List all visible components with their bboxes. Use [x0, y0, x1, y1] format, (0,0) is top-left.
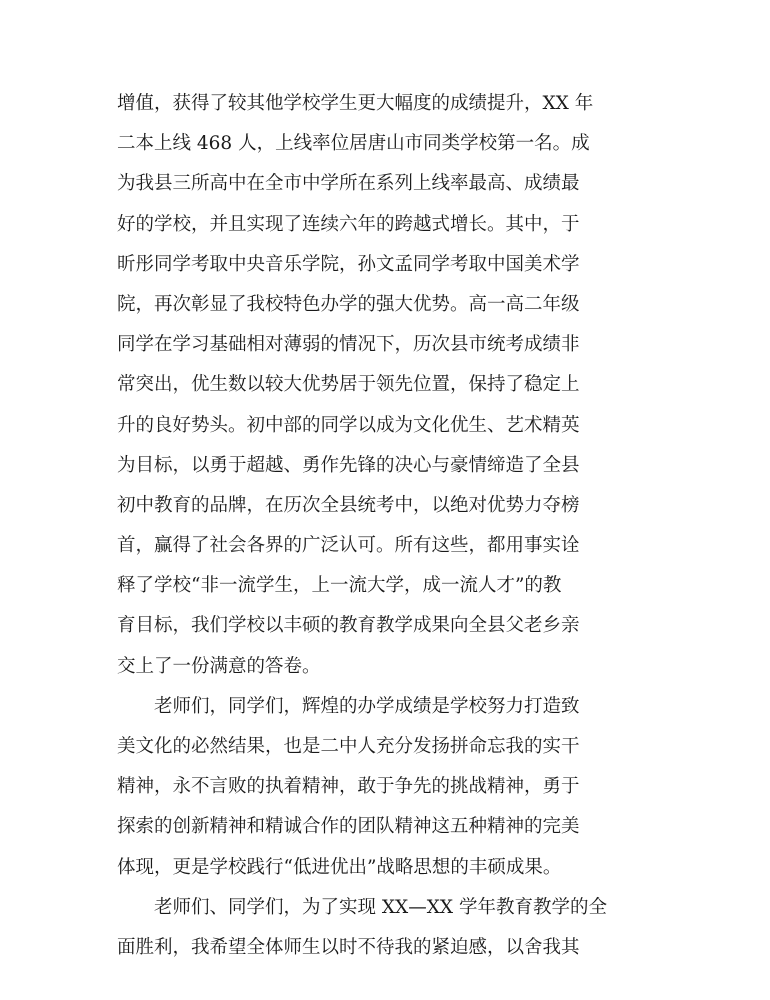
text-line: 增值，获得了较其他学校学生更大幅度的成绩提升，XX 年	[117, 93, 594, 114]
text-line: 二本上线 468 人，上线率位居唐山市同类学校第一名。成	[117, 133, 590, 155]
text-line: 交上了一份满意的答卷。	[117, 655, 321, 677]
text-line: 为我县三所高中在全市中学所在系列上线率最高、成绩最	[117, 173, 580, 195]
text-line: 院，再次彰显了我校特色办学的强大优势。高一高二年级	[117, 293, 580, 315]
text-line: 好的学校，并且实现了连续六年的跨越式增长。其中，于	[117, 213, 580, 235]
text-line: 面胜利，我希望全体师生以时不待我的紧迫感，以舍我其	[117, 936, 580, 958]
text-line: 昕彤同学考取中央音乐学院，孙文孟同学考取中国美术学	[117, 253, 580, 275]
text-line: 体现，更是学校践行“低进优出”战略思想的丰硕成果。	[117, 856, 562, 878]
text-line: 升的良好势头。初中部的同学以成为文化优生、艺术精英	[117, 414, 580, 436]
body-text	[117, 84, 657, 968]
text-line: 初中教育的品牌，在历次全县统考中，以绝对优势力夺榜	[117, 494, 580, 516]
text-line: 育目标，我们学校以丰硕的教育教学成果向全县父老乡亲	[117, 615, 580, 637]
text-line: 首，赢得了社会各界的广泛认可。所有这些，都用事实诠	[117, 535, 580, 557]
text-line: 同学在学习基础相对薄弱的情况下，历次县市统考成绩非	[117, 334, 580, 356]
text-line: 老师们、同学们，为了实现 XX—XX 学年教育教学的全	[117, 896, 607, 918]
text-line: 老师们，同学们，辉煌的办学成绩是学校努力打造致	[117, 695, 580, 717]
text-line: 释了学校“非一流学生，上一流大学，成一流人才”的教	[117, 575, 562, 597]
text-line: 精神，永不言败的执着精神，敢于争先的挑战精神，勇于	[117, 776, 580, 798]
text-line: 常突出，优生数以较大优势居于领先位置，保持了稳定上	[117, 374, 580, 396]
text-line: 探索的创新精神和精诚合作的团队精神这五种精神的完美	[117, 816, 580, 838]
text-line: 为目标，以勇于超越、勇作先锋的决心与豪情缔造了全县	[117, 454, 580, 476]
text-line: 美文化的必然结果，也是二中人充分发扬拼命忘我的实干	[117, 736, 580, 757]
